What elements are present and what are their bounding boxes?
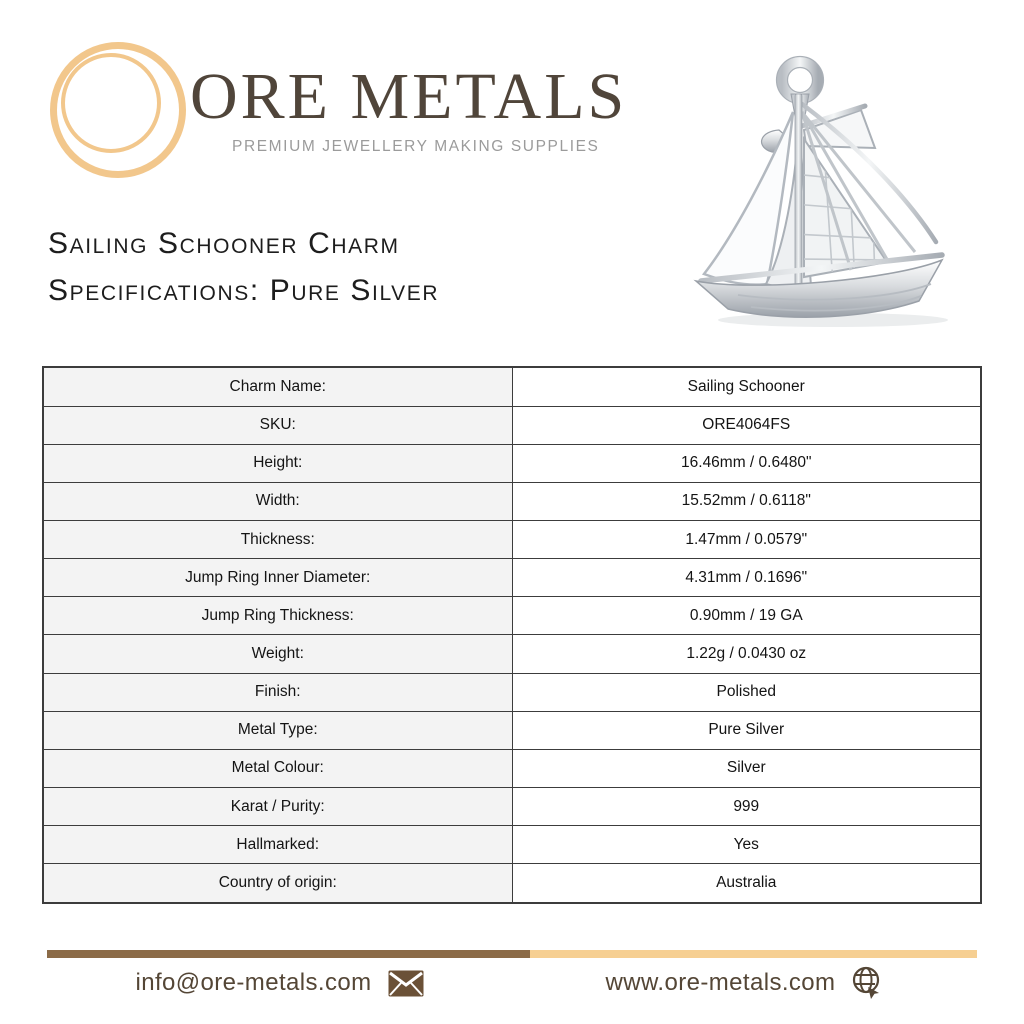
spec-value: Australia <box>512 864 981 903</box>
website-text: www.ore-metals.com <box>605 969 836 996</box>
page-title-line2: Specifications: Pure Silver <box>48 274 440 307</box>
spec-row <box>43 749 981 787</box>
spec-label: Jump Ring Inner Diameter: <box>43 559 512 597</box>
footer-divider <box>47 950 977 958</box>
email-text: info@ore-metals.com <box>135 969 372 996</box>
spec-value: 4.31mm / 0.1696" <box>512 559 981 597</box>
envelope-icon <box>388 970 424 997</box>
spec-value: Polished <box>512 673 981 711</box>
spec-value: 16.46mm / 0.6480" <box>512 444 981 482</box>
spec-label: Metal Type: <box>43 711 512 749</box>
spec-row <box>43 635 981 673</box>
brand-logo <box>50 42 650 182</box>
spec-value: Silver <box>512 749 981 787</box>
product-image <box>683 34 985 330</box>
email-link[interactable] <box>47 969 512 997</box>
spec-value: 0.90mm / 19 GA <box>512 597 981 635</box>
spec-row <box>43 673 981 711</box>
spec-row <box>43 864 981 903</box>
spec-label: Finish: <box>43 673 512 711</box>
spec-value: 15.52mm / 0.6118" <box>512 482 981 520</box>
spec-label: Karat / Purity: <box>43 788 512 826</box>
spec-label: Country of origin: <box>43 864 512 903</box>
spec-label: Charm Name: <box>43 367 512 406</box>
spec-row <box>43 826 981 864</box>
footer <box>47 962 977 1004</box>
page-title <box>48 220 439 314</box>
brand-tagline: PREMIUM JEWELLERY MAKING SUPPLIES <box>232 138 600 155</box>
divider-brown-segment <box>47 950 530 958</box>
spec-value: Yes <box>512 826 981 864</box>
website-link[interactable] <box>512 966 977 1000</box>
spec-label: Jump Ring Thickness: <box>43 597 512 635</box>
spec-label: Hallmarked: <box>43 826 512 864</box>
spec-row <box>43 444 981 482</box>
spec-row <box>43 559 981 597</box>
spec-row <box>43 406 981 444</box>
spec-label: SKU: <box>43 406 512 444</box>
spec-value: Sailing Schooner <box>512 367 981 406</box>
spec-table <box>42 366 982 904</box>
spec-label: Height: <box>43 444 512 482</box>
sailing-schooner-charm-icon <box>683 34 985 330</box>
spec-row <box>43 788 981 826</box>
divider-tan-segment <box>530 950 977 958</box>
globe-icon <box>851 966 883 1000</box>
spec-value: 1.47mm / 0.0579" <box>512 521 981 559</box>
spec-label: Thickness: <box>43 521 512 559</box>
spec-label: Weight: <box>43 635 512 673</box>
spec-row <box>43 521 981 559</box>
spec-value: 1.22g / 0.0430 oz <box>512 635 981 673</box>
brand-name: ORE METALS <box>190 60 628 133</box>
logo-ring-inner-icon <box>61 53 161 153</box>
spec-label: Metal Colour: <box>43 749 512 787</box>
spec-label: Width: <box>43 482 512 520</box>
page-title-line1: Sailing Schooner Charm <box>48 227 400 260</box>
spec-row <box>43 482 981 520</box>
spec-value: Pure Silver <box>512 711 981 749</box>
spec-row <box>43 367 981 406</box>
spec-value: 999 <box>512 788 981 826</box>
spec-value: ORE4064FS <box>512 406 981 444</box>
spec-row <box>43 711 981 749</box>
spec-row <box>43 597 981 635</box>
